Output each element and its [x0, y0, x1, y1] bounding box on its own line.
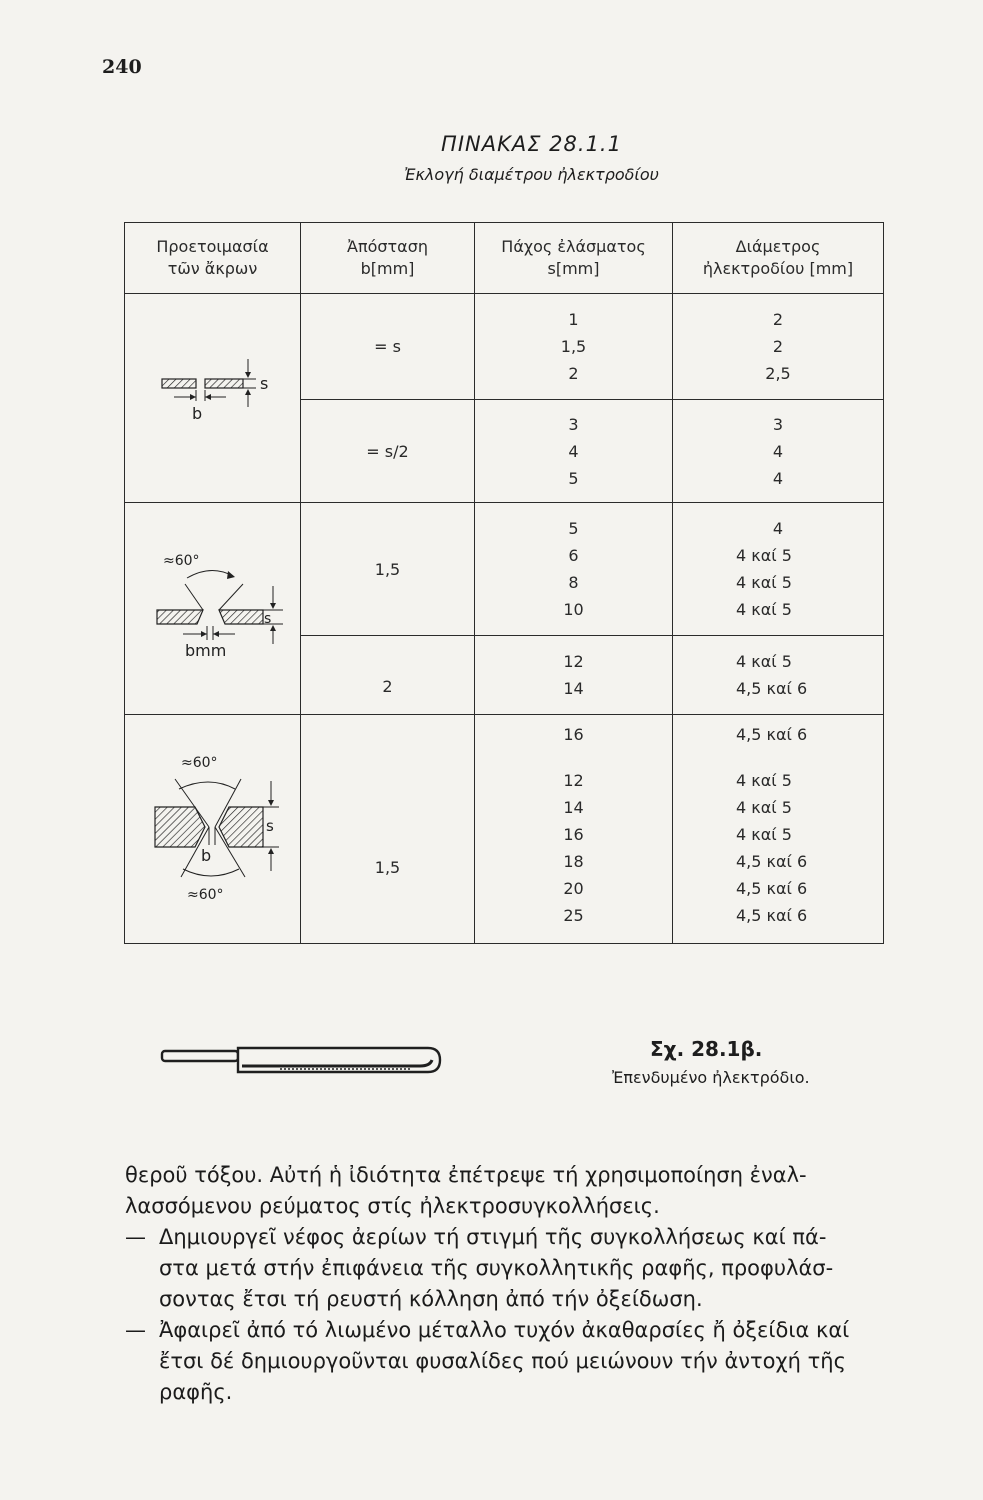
diameter-cell: 3 4 4 [673, 400, 884, 503]
paragraph-line: λασσόμενου ρεύματος στίς ἠλεκτροσυγκολλήσεις. [125, 1194, 660, 1218]
gap-cell: = s/2 [301, 400, 475, 503]
header-gap: Ἀπόσταση b[mm] [301, 223, 475, 294]
double-v-joint-diagram [133, 749, 293, 909]
label-angle-bottom: ≈60° [186, 887, 224, 903]
single-v-joint-figure [125, 503, 301, 715]
label-b: b [200, 846, 211, 865]
diameter-cell: 4 καί 5 4,5 καί 6 [673, 636, 884, 715]
electrode-diameter-table [124, 222, 884, 944]
body-text [125, 1160, 925, 1408]
diameter-cell: 2 2 2,5 [673, 294, 884, 400]
paragraph-line: θεροῦ τόξου. Αὐτή ἡ ἰδιότητα ἐπέτρεψε τή χρησιμοποίηση ἐναλ- [125, 1163, 807, 1187]
single-v-joint-diagram [133, 544, 293, 674]
figure-subcaption: Ἐπενδυμένο ἠλεκτρόδιο. [612, 1068, 810, 1087]
figure-caption: Σχ. 28.1β. [650, 1037, 763, 1061]
label-angle: ≈60° [162, 552, 200, 569]
table-row [125, 503, 884, 636]
square-butt-joint-figure [125, 294, 301, 503]
header-edge-preparation: Προετοιμασία τῶν ἄκρων [125, 223, 301, 294]
diameter-cell: 4,5 καί 6 4 καί 5 4 καί 5 4 καί 5 4,5 καί 6 4,5 καί 6 4,5 καί 6 [673, 715, 884, 944]
thickness-cell: 3 4 5 [475, 400, 673, 503]
page-number: 240 [102, 56, 142, 78]
table-subtitle: Ἐκλογή διαμέτρου ἠλεκτροδίου [404, 165, 659, 184]
thickness-cell: 12 14 [475, 636, 673, 715]
thickness-cell: 16 12 14 16 18 20 25 [475, 715, 673, 944]
list-item-line: στα μετά στήν ἐπιφάνεια τῆς συγκολλητικῆς ραφῆς, προφυλάσ- [159, 1256, 834, 1280]
header-electrode-diameter: Διάμετρος ἠλεκτροδίου [mm] [673, 223, 884, 294]
label-s: s [259, 374, 268, 393]
thickness-cell: 5 6 8 10 [475, 503, 673, 636]
label-s: s [265, 817, 274, 835]
label-bmm: bmm [184, 640, 226, 660]
list-item-line: ἔτσι δέ δημιουργοῦνται φυσαλίδες πού μειώνουν τήν ἀντοχή τῆς [159, 1349, 846, 1373]
table-row [125, 294, 884, 400]
diameter-cell: 4 4 καί 5 4 καί 5 4 καί 5 [673, 503, 884, 636]
square-butt-joint-diagram [138, 353, 288, 443]
list-item: — Ἀφαιρεῖ ἀπό τό λιωμένο μέταλλο τυχόν ἀκαθαρσίες ἤ ὀξείδια καί [125, 1318, 850, 1342]
gap-cell: 1,5 [301, 503, 475, 636]
label-s: s [263, 610, 271, 627]
gap-cell: 2 [301, 636, 475, 715]
list-item-line: ραφῆς. [159, 1380, 233, 1404]
gap-cell: = s [301, 294, 475, 400]
thickness-cell: 1 1,5 2 [475, 294, 673, 400]
double-v-joint-figure [125, 715, 301, 944]
label-b: b [191, 404, 202, 423]
list-item: — Δημιουργεῖ νέφος ἀερίων τή στιγμή τῆς συγκολλήσεως καί πά- [125, 1225, 827, 1249]
list-item-line: σοντας ἔτσι τή ρευστή κόλληση ἀπό τήν ὀξείδωση. [159, 1287, 703, 1311]
table-header-row [125, 223, 884, 294]
header-sheet-thickness: Πάχος ἐλάσματος s[mm] [475, 223, 673, 294]
gap-cell: 1,5 [301, 715, 475, 944]
label-angle-top: ≈60° [180, 755, 218, 771]
coated-electrode-illustration [160, 1040, 445, 1080]
table-row [125, 715, 884, 944]
table-title: ΠΙΝΑΚΑΣ 28.1.1 [441, 132, 622, 156]
